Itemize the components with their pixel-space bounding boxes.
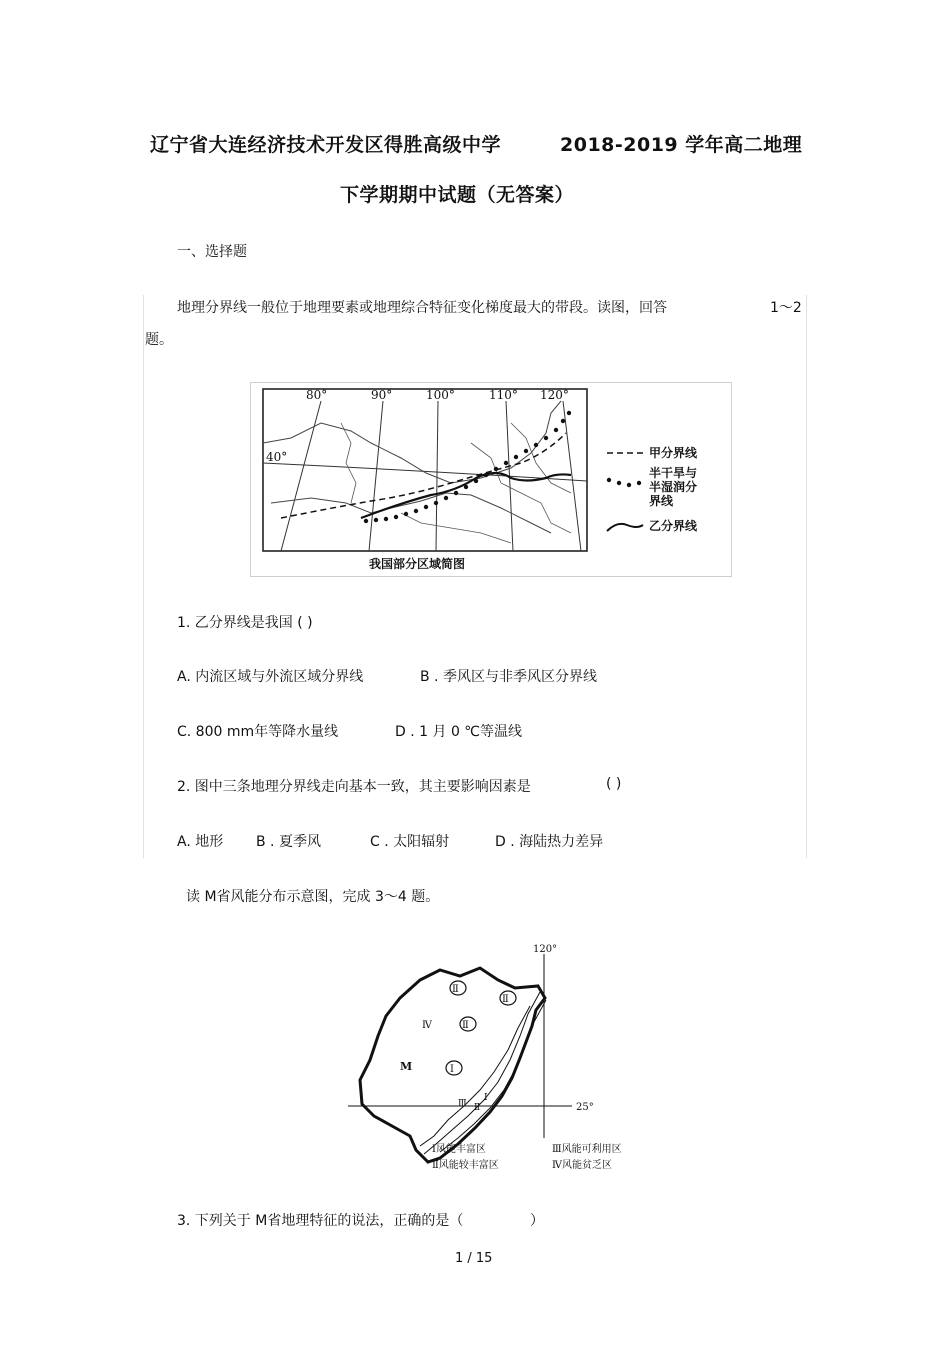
legend-semi-line1: 半干旱与 [649, 466, 698, 480]
intro-tail-1: 题。 [145, 332, 173, 348]
title-line1-right: 2018-2019 学年高二地理 [560, 134, 803, 156]
block-left-border [143, 295, 144, 858]
lat-label-40: 40° [266, 450, 288, 464]
map-figure-1 [250, 382, 732, 577]
map-figure-2 [340, 940, 650, 1180]
zone-label-3: Ⅱ [462, 1020, 469, 1031]
q1-option-b: B . 季风区与非季风区分界线 [420, 669, 597, 685]
zone-label-5: Ⅰ [450, 1064, 454, 1075]
legend-semi-line3: 界线 [649, 494, 674, 508]
zone-label-7: Ⅰ [484, 1093, 488, 1103]
legend-zone-2: Ⅱ风能较丰富区 [432, 1160, 499, 1171]
title-line2: 下学期期中试题（无答案） [340, 184, 575, 206]
q1-option-c: C. 800 mm年等降水量线 [177, 724, 339, 740]
legend-zone-3: Ⅲ风能可利用区 [552, 1144, 622, 1155]
zone-label-2: Ⅳ [422, 1020, 432, 1031]
lon-label-90: 90° [371, 388, 393, 402]
map-1-svg [251, 383, 731, 576]
q1-option-d: D . 1 月 0 ℃等温线 [395, 724, 523, 740]
page-number: 1 / 15 [455, 1251, 493, 1266]
lon-label-80: 80° [306, 388, 328, 402]
zone-label-1: Ⅱ [452, 984, 459, 995]
legend-yi-swatch [607, 524, 643, 531]
q2-option-c: C . 太阳辐射 [370, 834, 450, 850]
q3-paren-close: ） [530, 1213, 544, 1229]
q1-option-a: A. 内流区域与外流区域分界线 [177, 669, 364, 685]
legend-zone-1: Ⅰ风能丰富区 [432, 1144, 486, 1155]
map-2-lat-label: 25° [576, 1102, 594, 1113]
province-label: M [400, 1060, 413, 1073]
zone-label-8: Ⅱ [474, 1103, 481, 1113]
legend-semi-swatch [607, 478, 641, 487]
q2-stem: 2. 图中三条地理分界线走向基本一致，其主要影响因素是 [177, 779, 531, 795]
q2-option-a: A. 地形 [177, 834, 224, 850]
q2-option-d: D . 海陆热力差异 [495, 834, 604, 850]
lon-label-110: 110° [489, 388, 518, 402]
q2-option-b: B . 夏季风 [256, 834, 321, 850]
map-2-svg [340, 940, 650, 1180]
intro-text-2: 读 M省风能分布示意图，完成 3～4 题。 [186, 889, 440, 905]
lon-label-120: 120° [540, 388, 569, 402]
legend-yi: 乙分界线 [649, 519, 698, 533]
q3-stem: 3. 下列关于 M省地理特征的说法，正确的是（ [177, 1213, 464, 1229]
zone-label-6: Ⅲ [458, 1099, 467, 1109]
zone-label-4: Ⅱ [502, 994, 509, 1005]
block-right-border [806, 295, 807, 858]
intro-range-1: 1～2 [770, 300, 802, 316]
map-1-caption: 我国部分区域简图 [369, 557, 466, 571]
title-line1-left: 辽宁省大连经济技术开发区得胜高级中学 [150, 134, 502, 156]
q2-paren: ( ) [606, 776, 622, 792]
lon-label-100: 100° [426, 388, 455, 402]
map-2-lon-label: 120° [533, 944, 558, 955]
q1-stem: 1. 乙分界线是我国 ( ) [177, 615, 313, 631]
section-heading: 一、选择题 [177, 244, 247, 260]
legend-zone-4: Ⅳ风能贫乏区 [552, 1160, 612, 1171]
intro-text-1: 地理分界线一般位于地理要素或地理综合特征变化梯度最大的带段。读图，回答 [177, 300, 667, 316]
legend-semi-line2: 半湿润分 [649, 480, 698, 494]
legend-jia: 甲分界线 [649, 446, 698, 460]
